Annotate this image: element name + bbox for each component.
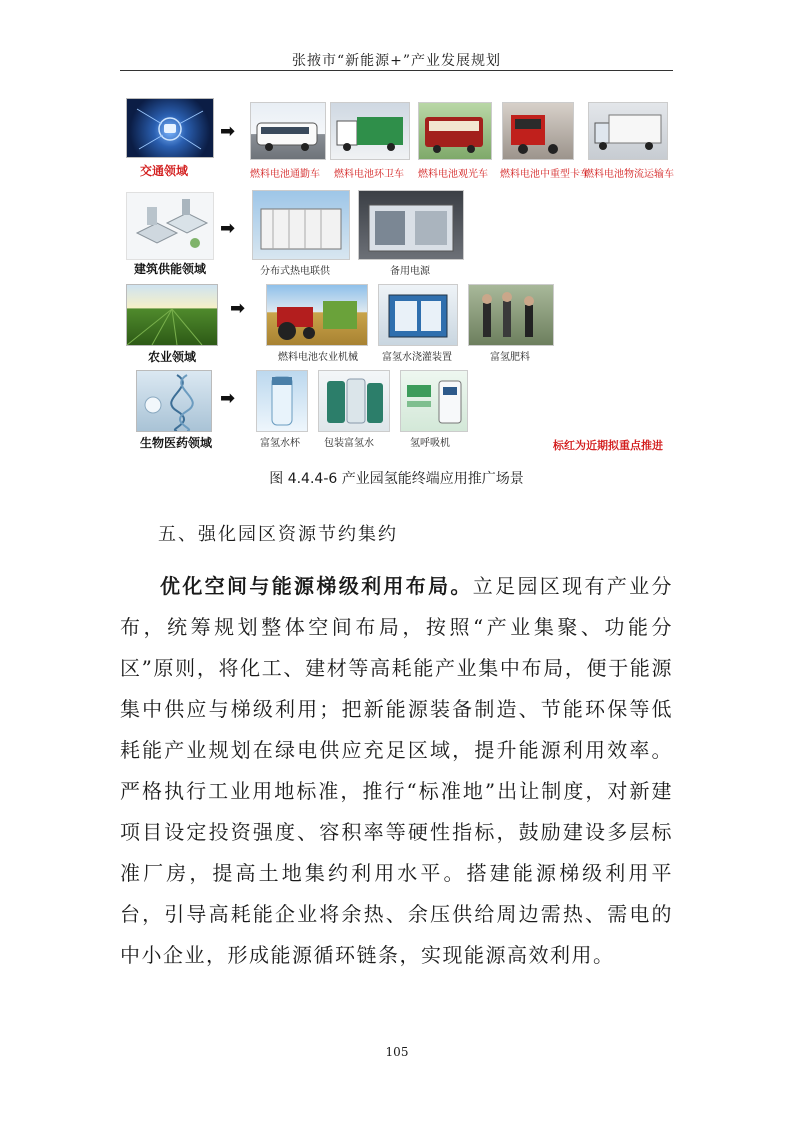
section-title: 五、强化园区资源节约集约 bbox=[158, 524, 398, 545]
running-header: 张掖市“新能源+”产业发展规划 bbox=[291, 53, 502, 69]
header-rule bbox=[120, 70, 673, 71]
distributed-chp-image bbox=[252, 190, 350, 260]
hydrogen-water-cup-image bbox=[256, 370, 308, 432]
caption-hydrogen-fertilizer: 富氢肥料 bbox=[490, 352, 530, 363]
hydrogen-breathing-machine-image bbox=[400, 370, 468, 432]
fc-sanitation-truck-image bbox=[330, 102, 410, 160]
hydrogen-water-irrigation-image bbox=[378, 284, 458, 346]
caption-fc-sightseeing-bus: 燃料电池观光车 bbox=[418, 169, 488, 180]
caption-packaged-hydrogen-water: 包装富氢水 bbox=[324, 438, 374, 449]
red-highlight-note: 标红为近期拟重点推进 bbox=[553, 439, 663, 452]
network-icon bbox=[127, 99, 213, 157]
fc-sightseeing-bus-image bbox=[418, 102, 492, 160]
caption-fc-commuter-bus: 燃料电池通勤车 bbox=[250, 169, 320, 180]
caption-fc-sanitation-truck: 燃料电池环卫车 bbox=[334, 169, 404, 180]
backup-power-image bbox=[358, 190, 464, 260]
crop-field-icon bbox=[127, 285, 217, 345]
fc-heavy-truck-image bbox=[502, 102, 574, 160]
figure-caption: 图 4.4.4-6 产业园氢能终端应用推广场景 bbox=[269, 471, 524, 487]
caption-fc-logistics-truck: 燃料电池物流运输车 bbox=[584, 169, 674, 180]
fc-commuter-bus-image bbox=[250, 102, 326, 160]
hydrogen-fertilizer-image bbox=[468, 284, 554, 346]
domain-label-transport: 交通领域 bbox=[140, 164, 189, 178]
arrow-icon: ➡ bbox=[220, 121, 236, 142]
fc-logistics-truck-image bbox=[588, 102, 668, 160]
figure-row-agriculture bbox=[120, 284, 673, 369]
caption-fc-agricultural-machinery: 燃料电池农业机械 bbox=[278, 352, 358, 363]
caption-distributed-chp: 分布式热电联供 bbox=[260, 266, 330, 277]
caption-fc-heavy-truck: 燃料电池中重型卡车 bbox=[500, 169, 590, 180]
dna-icon bbox=[137, 371, 211, 431]
domain-label-agriculture: 农业领域 bbox=[148, 350, 197, 364]
agriculture-domain-image bbox=[126, 284, 218, 346]
application-scenarios-figure bbox=[120, 92, 673, 457]
paragraph-body: 立足园区现有产业分布，统筹规划整体空间布局，按照“产业集聚、功能分区”原则，将化工、建材等高耗能产业集中布局，便于能源集中供应与梯级利用；把新能源装备制造、节能环保等低耗能产业规划在绿电供应充足区域，提升能源利用效率。严格执行工业用地标准，推行“标准地”出让制度，对新建项目设定投资强度、容积率等硬性指标，鼓励建设多层标准厂房，提高土地集约利用水平。搭建能源梯级利用平台，引导高耗能企业将余热、余压供给周边需热、需电的中小企业，形成能源循环链条，实现能源高效利用。 bbox=[120, 574, 674, 967]
caption-hydrogen-breathing-machine: 氢呼吸机 bbox=[410, 438, 450, 449]
figure-row-building bbox=[120, 188, 673, 283]
fc-agricultural-machinery-image bbox=[266, 284, 368, 346]
arrow-icon: ➡ bbox=[220, 218, 236, 239]
domain-label-building: 建筑供能领域 bbox=[134, 262, 207, 276]
building-isometric-icon bbox=[127, 193, 213, 259]
paragraph-lead: 优化空间与能源梯级利用布局。 bbox=[160, 574, 473, 598]
arrow-icon: ➡ bbox=[220, 388, 236, 409]
page-number: 105 bbox=[385, 1045, 409, 1059]
caption-backup-power: 备用电源 bbox=[390, 266, 430, 277]
transport-domain-image bbox=[126, 98, 214, 158]
arrow-icon: ➡ bbox=[230, 298, 246, 319]
body-paragraph bbox=[120, 566, 673, 976]
building-domain-image bbox=[126, 192, 214, 260]
caption-hydrogen-water-cup: 富氢水杯 bbox=[260, 438, 300, 449]
packaged-hydrogen-water-image bbox=[318, 370, 390, 432]
domain-label-biomedicine: 生物医药领域 bbox=[140, 436, 213, 450]
figure-row-transport bbox=[120, 92, 673, 187]
caption-hydrogen-water-irrigation: 富氢水浇灌装置 bbox=[382, 352, 452, 363]
biomedicine-domain-image bbox=[136, 370, 212, 432]
